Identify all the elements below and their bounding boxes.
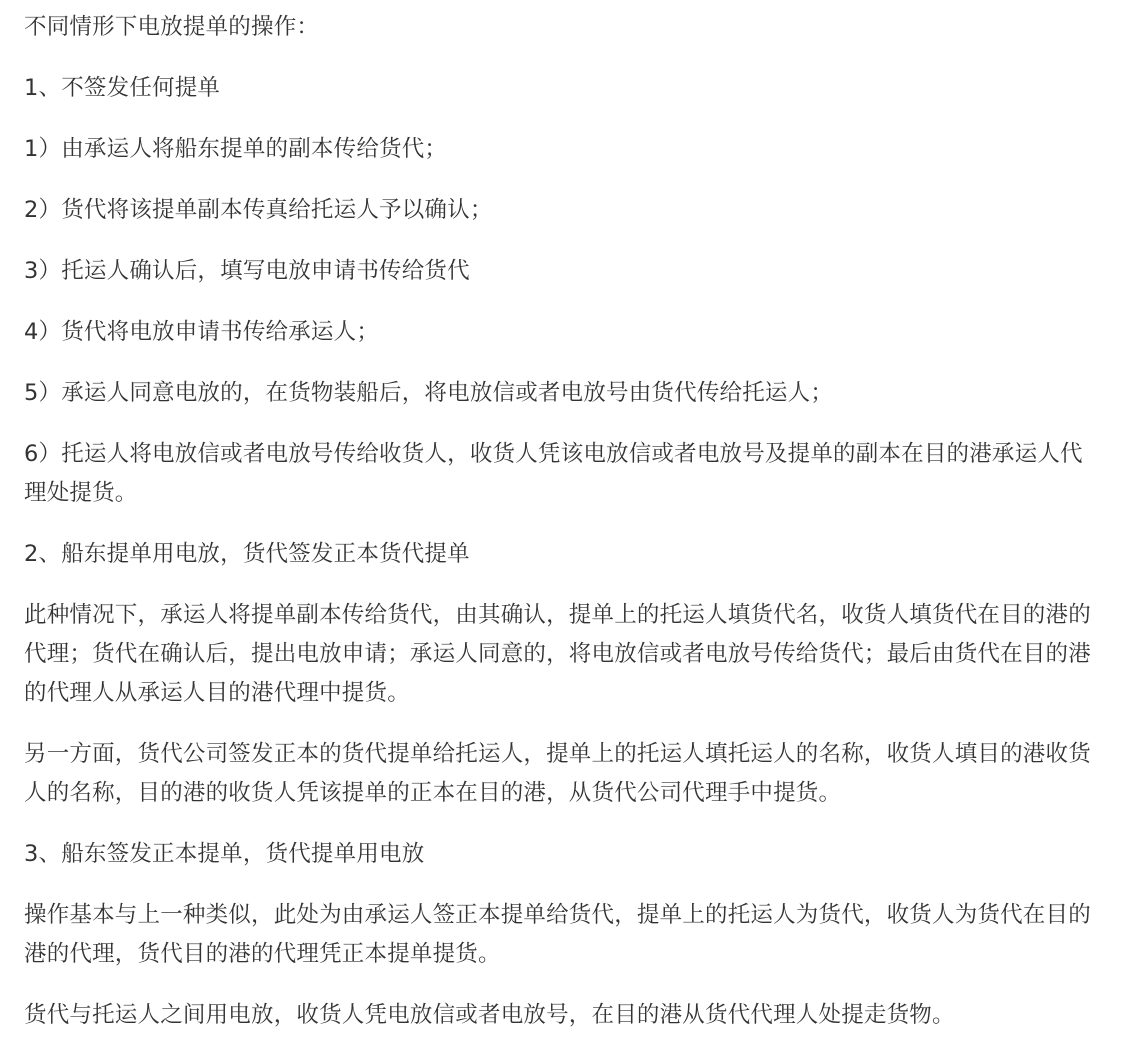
case3-heading: 3、船东签发正本提单，货代提单用电放 bbox=[24, 841, 425, 867]
case1-step-2: 2）货代将该提单副本传真给托运人予以确认； bbox=[24, 197, 493, 223]
case1-step-5: 5）承运人同意电放的，在货物装船后，将电放信或者电放号由货代传给托运人； bbox=[24, 380, 834, 406]
case2-paragraph-2: 另一方面，货代公司签发正本的货代提单给托运人，提单上的托运人填托运人的名称，收货人填目的港收货人的名称，目的港的收货人凭该提单的正本在目的港，从货代公司代理手中提货。 bbox=[24, 741, 1091, 806]
case3-paragraph-2: 货代与托运人之间用电放，收货人凭电放信或者电放号，在目的港从货代代理人处提走货物。 bbox=[24, 1002, 955, 1028]
case2-heading: 2、船东提单用电放，货代签发正本货代提单 bbox=[24, 541, 470, 567]
case1-step-1: 1）由承运人将船东提单的副本传给货代； bbox=[24, 136, 448, 162]
case2-paragraph-1: 此种情况下，承运人将提单副本传给货代，由其确认，提单上的托运人填货代名，收货人填货代在目的港的代理；货代在确认后，提出电放申请；承运人同意的，将电放信或者电放号传给货代；最后由货代在目的港的代理人从承运人目的港代理中提货。 bbox=[24, 602, 1091, 706]
case1-step-4: 4）货代将电放申请书传给承运人； bbox=[24, 319, 380, 345]
article-body bbox=[24, 8, 1094, 1057]
case3-paragraph-1: 操作基本与上一种类似，此处为由承运人签正本提单给货代，提单上的托运人为货代，收货人为货代在目的港的代理，货代目的港的代理凭正本提单提货。 bbox=[24, 902, 1091, 967]
case1-step-6: 6）托运人将电放信或者电放号传给收货人，收货人凭该电放信或者电放号及提单的副本在目的港承运人代理处提货。 bbox=[24, 441, 1083, 506]
case1-step-3: 3）托运人确认后，填写电放申请书传给货代 bbox=[24, 258, 470, 284]
intro-paragraph: 不同情形下电放提单的操作： bbox=[24, 14, 320, 40]
case1-heading: 1、不签发任何提单 bbox=[24, 75, 221, 101]
